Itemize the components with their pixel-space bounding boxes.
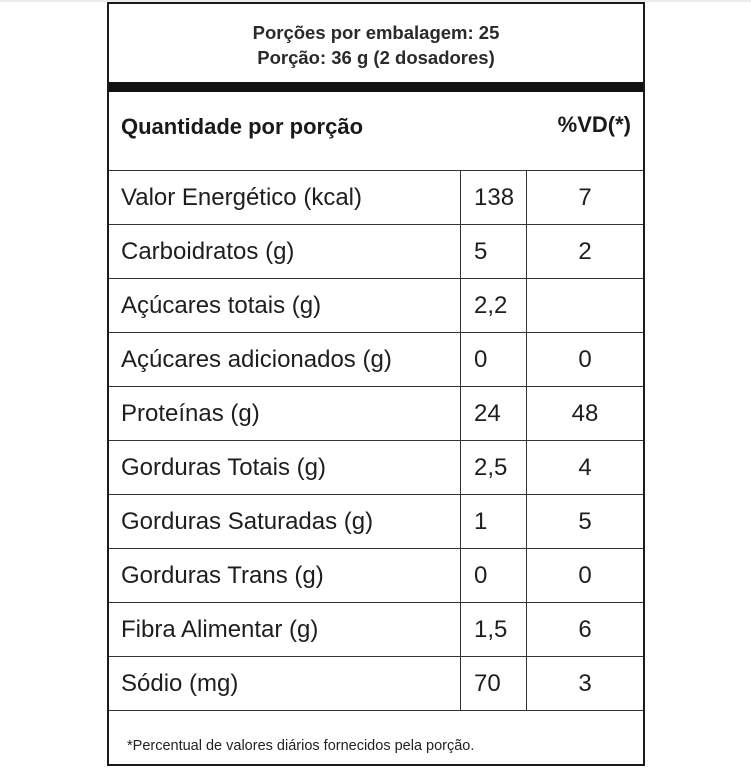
nutrient-quantity: 1 <box>460 495 526 548</box>
nutrient-name: Carboidratos (g) <box>121 237 295 265</box>
nutrient-name: Fibra Alimentar (g) <box>121 615 319 643</box>
table-row <box>109 494 643 548</box>
nutrient-name: Valor Energético (kcal) <box>121 183 362 211</box>
serving-size: Porção: 36 g (2 dosadores) <box>257 47 495 68</box>
table-row <box>109 278 643 332</box>
nutrition-facts-table <box>107 2 645 766</box>
nutrient-name: Açúcares totais (g) <box>121 291 322 319</box>
footnote: *Percentual de valores diários fornecidos pela porção. <box>127 738 475 754</box>
nutrient-quantity: 0 <box>460 549 526 602</box>
nutrient-daily-value: 48 <box>526 387 643 440</box>
table-header <box>109 92 643 170</box>
table-row <box>109 440 643 494</box>
nutrient-quantity: 2,5 <box>460 441 526 494</box>
nutrient-quantity: 0 <box>460 333 526 386</box>
table-row <box>109 224 643 278</box>
nutrient-name: Proteínas (g) <box>121 399 260 427</box>
amount-per-serving-heading: Quantidade por porção <box>121 114 364 139</box>
nutrient-name: Gorduras Saturadas (g) <box>121 507 374 535</box>
nutrient-daily-value: 6 <box>526 603 643 656</box>
nutrient-daily-value: 4 <box>526 441 643 494</box>
table-row <box>109 332 643 386</box>
nutrient-quantity: 5 <box>460 225 526 278</box>
nutrient-daily-value: 2 <box>526 225 643 278</box>
nutrient-daily-value <box>526 279 643 332</box>
nutrient-quantity: 1,5 <box>460 603 526 656</box>
nutrient-name: Gorduras Trans (g) <box>121 561 324 589</box>
table-row <box>109 602 643 656</box>
nutrient-daily-value: 0 <box>526 333 643 386</box>
nutrient-quantity: 70 <box>460 657 526 710</box>
nutrient-daily-value: 5 <box>526 495 643 548</box>
nutrient-rows <box>109 170 643 710</box>
nutrient-quantity: 24 <box>460 387 526 440</box>
table-row <box>109 656 643 710</box>
thick-divider <box>109 82 643 92</box>
nutrient-quantity: 138 <box>460 171 526 224</box>
daily-value-heading: %VD(*) <box>557 112 631 137</box>
nutrient-daily-value: 7 <box>526 171 643 224</box>
serving-info <box>109 20 643 70</box>
nutrient-daily-value: 0 <box>526 549 643 602</box>
nutrient-name: Açúcares adicionados (g) <box>121 345 392 373</box>
table-row <box>109 170 643 224</box>
nutrient-quantity: 2,2 <box>460 279 526 332</box>
footer-divider <box>109 710 643 711</box>
servings-per-package: Porções por embalagem: 25 <box>252 22 500 43</box>
table-row <box>109 548 643 602</box>
nutrient-name: Sódio (mg) <box>121 669 239 697</box>
nutrient-daily-value: 3 <box>526 657 643 710</box>
table-row <box>109 386 643 440</box>
nutrient-name: Gorduras Totais (g) <box>121 453 326 481</box>
